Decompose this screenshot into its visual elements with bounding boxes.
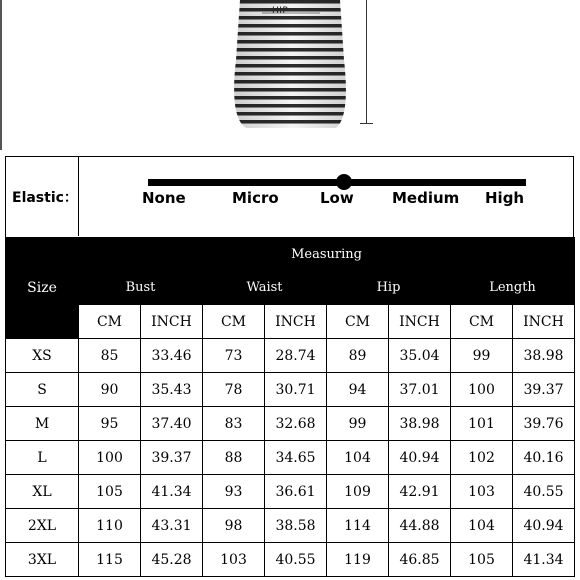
size-cell: S [6,373,79,407]
measurement-cell: 28.74 [265,339,327,373]
measurement-cell: 114 [327,509,389,543]
size-column-header: Size [6,238,79,339]
measurement-cell: 119 [327,543,389,577]
measurement-cell: 105 [79,475,141,509]
size-cell: 2XL [6,509,79,543]
measurement-cell: 95 [79,407,141,441]
measurement-cell: 39.37 [513,373,575,407]
skirt-illustration [0,0,580,156]
measurement-cell: 104 [451,509,513,543]
measurement-cell: 104 [327,441,389,475]
measurement-cell: 99 [451,339,513,373]
group-header-bust: Bust [79,271,203,305]
measurement-cell: 103 [451,475,513,509]
measurement-cell: 40.55 [265,543,327,577]
size-chart-table [5,237,575,577]
elastic-option-low: Low [320,189,354,207]
unit-header: CM [327,305,389,339]
unit-header: INCH [513,305,575,339]
measurement-cell: 40.94 [513,509,575,543]
measurement-cell: 93 [203,475,265,509]
table-row [6,475,575,509]
measurement-cell: 41.34 [513,543,575,577]
measurement-cell: 40.94 [389,441,451,475]
measurement-cell: 37.40 [141,407,203,441]
elastic-scale-panel [5,156,574,238]
size-cell: M [6,407,79,441]
measurement-cell: 110 [79,509,141,543]
measurement-cell: 30.71 [265,373,327,407]
measurement-cell: 40.55 [513,475,575,509]
measurement-cell: 105 [451,543,513,577]
elastic-option-high: High [485,189,525,207]
measurement-cell: 43.31 [141,509,203,543]
unit-header: CM [203,305,265,339]
elastic-selected-marker [336,174,352,190]
measurement-cell: 35.04 [389,339,451,373]
measurement-cell: 39.76 [513,407,575,441]
measurement-cell: 38.98 [389,407,451,441]
elastic-title: Elastic： [6,157,79,236]
measurement-cell: 34.65 [265,441,327,475]
measurement-cell: 40.16 [513,441,575,475]
measurement-cell: 99 [327,407,389,441]
group-header-hip: Hip [327,271,451,305]
measurement-cell: 33.46 [141,339,203,373]
table-row [6,441,575,475]
table-row [6,407,575,441]
measurement-cell: 73 [203,339,265,373]
unit-header: INCH [141,305,203,339]
measurement-cell: 88 [203,441,265,475]
measurement-cell: 90 [79,373,141,407]
measurement-cell: 45.28 [141,543,203,577]
size-cell: L [6,441,79,475]
unit-header: INCH [389,305,451,339]
group-header-length: Length [451,271,575,305]
unit-header: INCH [265,305,327,339]
unit-header: CM [451,305,513,339]
measurement-cell: 36.61 [265,475,327,509]
elastic-option-none: None [142,189,186,207]
size-cell: 3XL [6,543,79,577]
length-indicator-cap [360,123,373,124]
hip-label: HIP [272,6,289,16]
measurement-cell: 115 [79,543,141,577]
length-indicator-line [366,0,367,124]
measurement-cell: 38.98 [513,339,575,373]
measurement-cell: 101 [451,407,513,441]
measurement-cell: 41.34 [141,475,203,509]
measurement-cell: 39.37 [141,441,203,475]
table-row [6,509,575,543]
table-row [6,543,575,577]
measurement-cell: 100 [79,441,141,475]
measurement-cell: 42.91 [389,475,451,509]
measurement-cell: 85 [79,339,141,373]
measurement-cell: 38.58 [265,509,327,543]
striped-skirt-image [0,0,580,156]
measurement-cell: 35.43 [141,373,203,407]
size-cell: XS [6,339,79,373]
measurement-cell: 44.88 [389,509,451,543]
group-header-waist: Waist [203,271,327,305]
measurement-cell: 89 [327,339,389,373]
measurement-cell: 78 [203,373,265,407]
measurement-cell: 100 [451,373,513,407]
size-cell: XL [6,475,79,509]
measurement-cell: 103 [203,543,265,577]
elastic-option-medium: Medium [392,189,460,207]
table-row [6,339,575,373]
unit-header: CM [79,305,141,339]
measurement-cell: 94 [327,373,389,407]
measurement-cell: 102 [451,441,513,475]
measurement-cell: 83 [203,407,265,441]
measurement-cell: 37.01 [389,373,451,407]
elastic-option-micro: Micro [232,189,279,207]
measurement-cell: 98 [203,509,265,543]
table-row [6,373,575,407]
measurement-cell: 109 [327,475,389,509]
measurement-cell: 32.68 [265,407,327,441]
measurement-cell: 46.85 [389,543,451,577]
measuring-header: Measuring [79,238,575,271]
